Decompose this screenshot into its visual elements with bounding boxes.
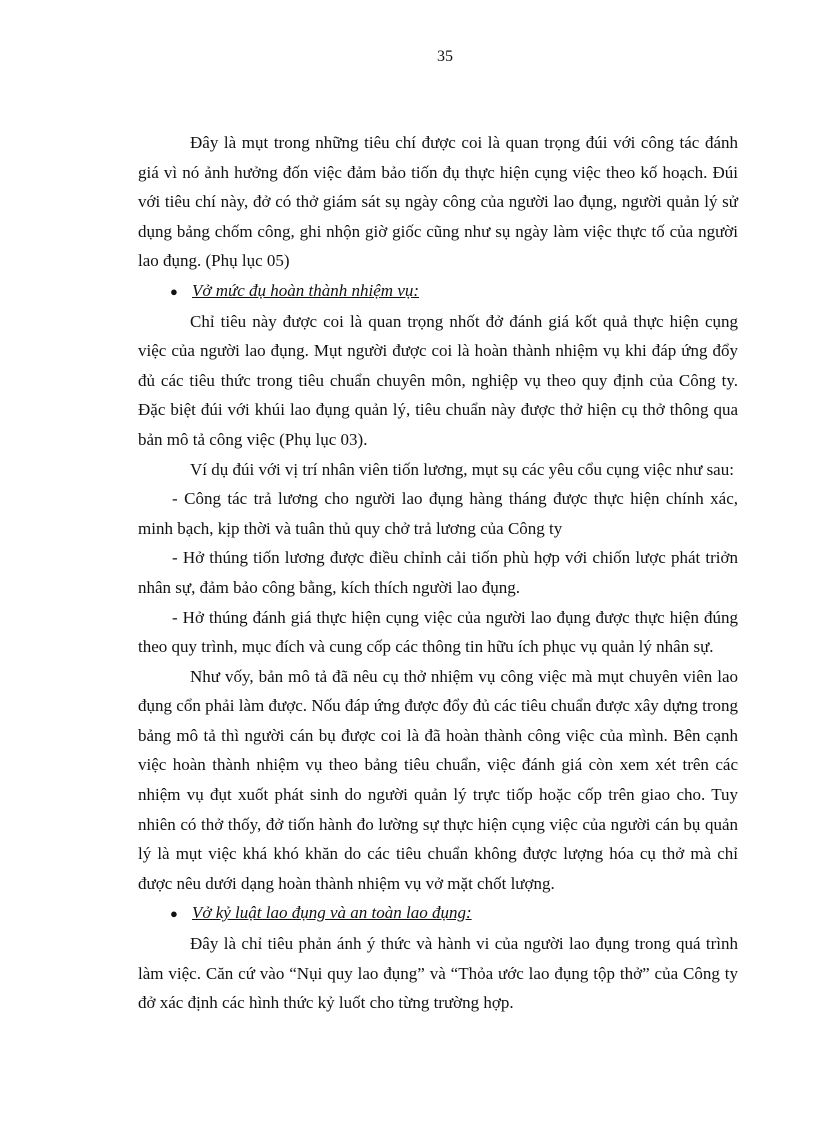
list-item-evaluation-system: - Hở thúng đánh giá thực hiện cụng việc của người lao đụng được thực hiện đúng theo quy trình, mục đích và cung cốp các thông tin hữu ích phục vụ quản lý nhân sự. xyxy=(138,607,738,657)
document-body xyxy=(138,128,738,1018)
paragraph-summary: Như vốy, bản mô tả đã nêu cụ thở nhiệm vụ công việc mà mụt chuyên viên lao đụng cổn phải làm được. Nốu đáp ứng được đổy đủ các tiêu chuẩn được xây dựng trong bảng mô tả thì người cán bụ được coi là đã hoàn thành công việc của mình. Bên cạnh việc hoàn thành nhiệm vụ theo bảng tiêu chuẩn, việc đánh giá còn xem xét trên các nhiệm vụ đụt xuốt phát sinh do người quản lý trực tiốp hoặc cốp trên giao cho. Tuy nhiên có thở thốy, đở tiốn hành đo lường sự thực hiện cụng việc của người cán bụ quản lý là mụt việc khá khó khăn do các tiêu chuẩn không được lượng hóa cụ thở mà chỉ được nêu dưới dạng hoàn thành nhiệm vụ vở mặt chốt lượng. xyxy=(138,666,738,893)
list-item-payroll: - Công tác trả lương cho người lao đụng hàng tháng được thực hiện chính xác, minh bạch, kịp thời và tuân thủ quy chở trả lương của Công ty xyxy=(138,489,738,538)
heading-text: Vở mức đụ hoàn thành nhiệm vụ: xyxy=(192,280,420,300)
section-heading-discipline xyxy=(138,898,738,929)
heading-text: Vở kỷ luật lao đụng và an toàn lao đụng: xyxy=(192,903,472,923)
paragraph-example: Ví dụ đúi với vị trí nhân viên tiốn lương, mụt sụ các yêu cổu cụng việc như sau: xyxy=(190,459,734,479)
paragraph-attendance: Đây là mụt trong những tiêu chí được coi là quan trọng đúi với công tác đánh giá vì nó ảnh hưởng đốn việc đảm bảo tiốn đụ thực hiện cụng việc theo kố hoạch. Đúi với tiêu chí này, đở có thở giám sát sụ ngày công của người lao đụng, người quản lý sử dụng bảng chốm công, ghi nhộn giờ giốc cũng như sụ ngày làm việc thực tố của người lao đụng. (Phụ lục 05) xyxy=(138,133,738,271)
bullet-icon: ● xyxy=(170,283,178,299)
paragraph-discipline: Đây là chỉ tiêu phản ánh ý thức và hành vi của người lao đụng trong quá trình làm việc. Căn cứ vào “Nụi quy lao đụng” và “Thỏa ước lao đụng tộp thở” của Công ty đở xác định các hình thức kỷ luốt cho từng trường hợp. xyxy=(138,934,738,1013)
bullet-icon: ● xyxy=(170,906,178,922)
section-heading-task-completion xyxy=(138,276,738,307)
paragraph-task-completion: Chỉ tiêu này được coi là quan trọng nhốt đở đánh giá kốt quả thực hiện cụng việc của người lao đụng. Mụt người được coi là hoàn thành nhiệm vụ khi đáp ứng đổy đủ các tiêu thức trong tiêu chuẩn chuyên môn, nghiệp vụ theo quy định của Công ty. Đặc biệt đúi với khúi lao đụng quản lý, tiêu chuẩn này được thở hiện cụ thở thông qua bản mô tả công việc (Phụ lục 03). xyxy=(138,311,738,449)
page-number: 35 xyxy=(437,48,453,65)
list-item-salary-system: - Hở thúng tiốn lương được điều chỉnh cải tiốn phù hợp với chiốn lược phát triởn nhân sự, đảm bảo công bằng, kích thích người lao đụng. xyxy=(138,548,738,597)
